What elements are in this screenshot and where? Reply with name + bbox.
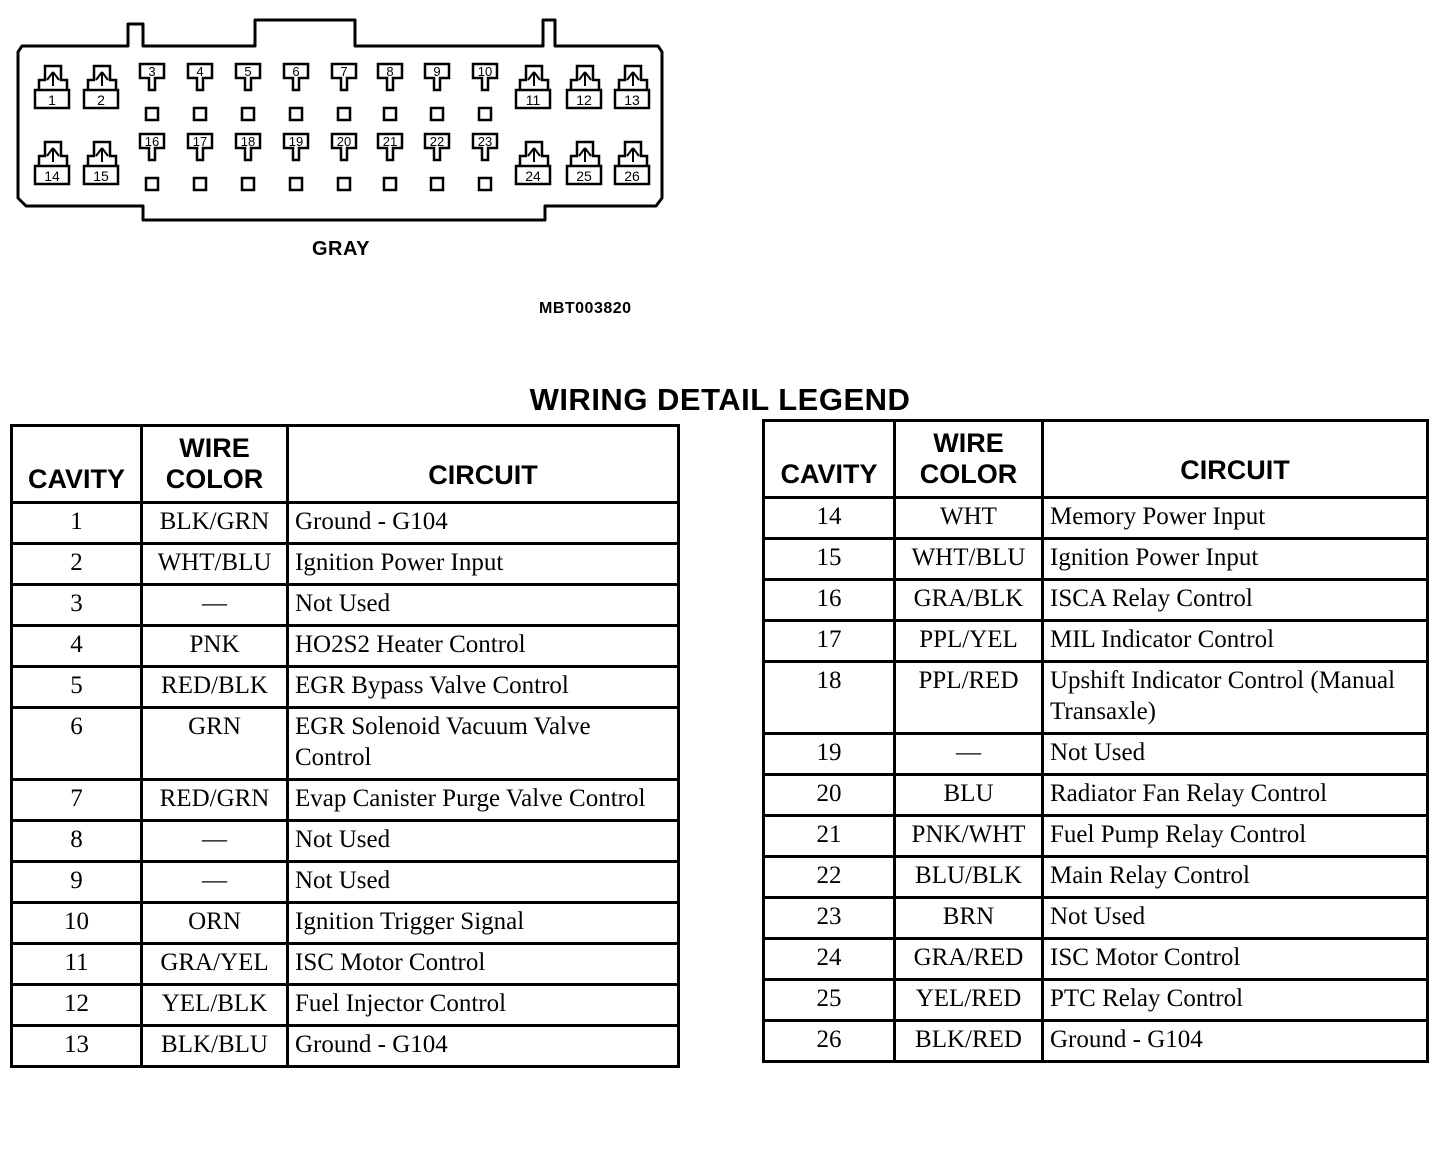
cavity-cell: 12 (12, 985, 142, 1026)
wire-color-cell: GRA/RED (895, 939, 1043, 980)
wire-color-cell: RED/GRN (142, 780, 288, 821)
cavity-terminal (35, 142, 69, 184)
cavity-row-top (35, 64, 649, 120)
cavity-number: 11 (525, 92, 541, 108)
cavity-number: 18 (240, 134, 256, 149)
circuit-cell: Upshift Indicator Control (Manual Transaxle) (1043, 662, 1428, 734)
cavity-terminal (84, 142, 118, 184)
wire-color-cell: PNK (142, 626, 288, 667)
cavity-number: 2 (97, 92, 105, 108)
cavity-number: 12 (576, 92, 592, 108)
cavity-number: 23 (477, 134, 493, 149)
cavity-cell: 5 (12, 667, 142, 708)
terminal-pin-square (146, 178, 158, 190)
cavity-terminal (284, 134, 308, 190)
cavity-number: 7 (340, 64, 348, 79)
circuit-cell: Not Used (288, 821, 679, 862)
terminal-pin-square (194, 108, 206, 120)
table-row (12, 1026, 679, 1067)
cavity-cell: 26 (764, 1021, 895, 1062)
cavity-terminal (473, 134, 497, 190)
table-row (764, 980, 1428, 1021)
circuit-cell: Fuel Pump Relay Control (1043, 816, 1428, 857)
terminal-pin-square (338, 108, 350, 120)
table-row (12, 944, 679, 985)
circuit-cell: ISC Motor Control (288, 944, 679, 985)
cavity-cell: 20 (764, 775, 895, 816)
cavity-terminal (332, 64, 356, 120)
wire-color-cell: GRA/BLK (895, 580, 1043, 621)
cavity-terminal (84, 66, 118, 108)
cavity-terminal (615, 142, 649, 184)
cavity-number: 15 (93, 168, 109, 184)
cavity-terminal (567, 142, 601, 184)
wire-color-cell: — (895, 734, 1043, 775)
terminal-pin-square (384, 178, 396, 190)
circuit-cell: Ground - G104 (1043, 1021, 1428, 1062)
wire-color-cell: PNK/WHT (895, 816, 1043, 857)
circuit-cell: MIL Indicator Control (1043, 621, 1428, 662)
cavity-number: 5 (244, 64, 252, 79)
cavity-cell: 16 (764, 580, 895, 621)
circuit-cell: Evap Canister Purge Valve Control (288, 780, 679, 821)
cavity-number: 3 (148, 64, 156, 79)
wire-color-cell: YEL/BLK (142, 985, 288, 1026)
table-row (764, 939, 1428, 980)
table-row (12, 503, 679, 544)
circuit-cell: Not Used (1043, 898, 1428, 939)
wire-color-cell: GRN (142, 708, 288, 780)
circuit-cell: EGR Bypass Valve Control (288, 667, 679, 708)
cavity-terminal (284, 64, 308, 120)
cavity-terminal (188, 134, 212, 190)
cavity-cell: 2 (12, 544, 142, 585)
terminal-pin-square (194, 178, 206, 190)
cavity-number: 25 (576, 168, 592, 184)
cavity-cell: 15 (764, 539, 895, 580)
circuit-cell: Ignition Trigger Signal (288, 903, 679, 944)
terminal-pin-square (242, 108, 254, 120)
cavity-cell: 10 (12, 903, 142, 944)
cavity-terminal (516, 142, 550, 184)
cavity-cell: 14 (764, 498, 895, 539)
terminal-pin-square (290, 108, 302, 120)
cavity-number: 8 (386, 64, 394, 79)
cavity-cell: 4 (12, 626, 142, 667)
cavity-number: 14 (44, 168, 60, 184)
connector-color-label: GRAY (312, 238, 370, 260)
table-row (764, 621, 1428, 662)
legend-table-left (10, 424, 680, 1068)
circuit-cell: Not Used (288, 862, 679, 903)
cavity-number: 26 (624, 168, 640, 184)
cavity-terminal (378, 134, 402, 190)
legend-body-left (12, 503, 679, 1067)
cavity-header: CAVITY (12, 426, 142, 503)
cavity-number: 13 (624, 92, 640, 108)
cavity-cell: 13 (12, 1026, 142, 1067)
wire-color-cell: WHT/BLU (895, 539, 1043, 580)
cavity-cell: 7 (12, 780, 142, 821)
wire-color-cell: PPL/RED (895, 662, 1043, 734)
cavity-cell: 19 (764, 734, 895, 775)
cavity-cell: 23 (764, 898, 895, 939)
cavity-cell: 24 (764, 939, 895, 980)
circuit-header: CIRCUIT (288, 426, 679, 503)
table-row (12, 544, 679, 585)
cavity-cell: 6 (12, 708, 142, 780)
cavity-cell: 3 (12, 585, 142, 626)
wire-color-header-line1: WIRE (179, 433, 250, 463)
table-row (764, 539, 1428, 580)
cavity-number: 1 (48, 92, 56, 108)
wire-color-header-line1: WIRE (933, 428, 1004, 458)
wire-color-cell: BLK/GRN (142, 503, 288, 544)
terminal-arrow (528, 148, 540, 162)
circuit-cell: PTC Relay Control (1043, 980, 1428, 1021)
table-row (12, 585, 679, 626)
wire-color-cell: RED/BLK (142, 667, 288, 708)
circuit-cell: Ignition Power Input (288, 544, 679, 585)
cavity-cell: 18 (764, 662, 895, 734)
table-row (764, 734, 1428, 775)
wire-color-header-line2: COLOR (165, 464, 264, 494)
cavity-number: 21 (382, 134, 398, 149)
legend-body-right (764, 498, 1428, 1062)
cavity-cell: 25 (764, 980, 895, 1021)
cavity-row-bottom (35, 134, 649, 190)
terminal-pin-square (146, 108, 158, 120)
terminal-pin-square (431, 108, 443, 120)
cavity-cell: 8 (12, 821, 142, 862)
legend-table-right (762, 419, 1429, 1063)
circuit-cell: Fuel Injector Control (288, 985, 679, 1026)
wire-color-header-line2: COLOR (919, 459, 1018, 489)
wire-color-cell: YEL/RED (895, 980, 1043, 1021)
terminal-pin-square (479, 178, 491, 190)
circuit-cell: ISCA Relay Control (1043, 580, 1428, 621)
circuit-header: CIRCUIT (1043, 421, 1428, 498)
cavity-number: 6 (292, 64, 300, 79)
table-row (12, 862, 679, 903)
table-row (764, 857, 1428, 898)
cavity-cell: 17 (764, 621, 895, 662)
figure-id-label: MBT003820 (539, 300, 632, 317)
wire-color-cell: BLK/BLU (142, 1026, 288, 1067)
circuit-cell: Main Relay Control (1043, 857, 1428, 898)
terminal-pin-square (384, 108, 396, 120)
cavity-number: 24 (525, 168, 541, 184)
wire-color-cell: — (142, 862, 288, 903)
terminal-arrow (627, 148, 639, 162)
cavity-terminal (140, 134, 164, 190)
table-row (12, 985, 679, 1026)
wire-color-cell: WHT (895, 498, 1043, 539)
cavity-cell: 11 (12, 944, 142, 985)
terminal-pin-square (338, 178, 350, 190)
cavity-cell: 21 (764, 816, 895, 857)
circuit-cell: Not Used (288, 585, 679, 626)
circuit-cell: Radiator Fan Relay Control (1043, 775, 1428, 816)
table-row (12, 903, 679, 944)
wire-color-cell: WHT/BLU (142, 544, 288, 585)
cavity-terminal (35, 66, 69, 108)
wire-color-cell: — (142, 585, 288, 626)
cavity-number: 4 (196, 64, 204, 79)
cavity-number: 22 (429, 134, 445, 149)
terminal-arrow (627, 72, 639, 86)
circuit-cell: ISC Motor Control (1043, 939, 1428, 980)
cavity-terminal (332, 134, 356, 190)
table-row (12, 821, 679, 862)
wire-color-cell: ORN (142, 903, 288, 944)
wire-color-cell: — (142, 821, 288, 862)
cavity-terminal (236, 134, 260, 190)
table-row (764, 816, 1428, 857)
terminal-pin-square (290, 178, 302, 190)
cavity-number: 16 (144, 134, 160, 149)
circuit-cell: HO2S2 Heater Control (288, 626, 679, 667)
cavity-cell: 9 (12, 862, 142, 903)
connector-diagram (0, 0, 700, 240)
table-row (764, 1021, 1428, 1062)
table-row (764, 580, 1428, 621)
table-row (12, 667, 679, 708)
cavity-number: 17 (192, 134, 208, 149)
legend-header-row (12, 426, 679, 503)
wire-color-cell: BLU/BLK (895, 857, 1043, 898)
wire-color-cell: BRN (895, 898, 1043, 939)
wire-color-cell: GRA/YEL (142, 944, 288, 985)
cavity-terminal (425, 134, 449, 190)
wire-color-cell: BLK/RED (895, 1021, 1043, 1062)
circuit-cell: Ignition Power Input (1043, 539, 1428, 580)
wire-color-cell: PPL/YEL (895, 621, 1043, 662)
cavity-terminal (140, 64, 164, 120)
cavity-cell: 22 (764, 857, 895, 898)
terminal-pin-square (479, 108, 491, 120)
table-row (12, 780, 679, 821)
terminal-pin-square (431, 178, 443, 190)
cavity-cell: 1 (12, 503, 142, 544)
circuit-cell: Memory Power Input (1043, 498, 1428, 539)
table-row (12, 708, 679, 780)
cavity-terminal (473, 64, 497, 120)
cavity-terminal (378, 64, 402, 120)
wire-color-header (895, 421, 1043, 498)
cavity-terminal (615, 66, 649, 108)
cavity-terminal (236, 64, 260, 120)
cavity-number: 19 (288, 134, 304, 149)
cavity-number: 20 (336, 134, 352, 149)
cavity-terminal (425, 64, 449, 120)
terminal-arrow (579, 72, 591, 86)
cavity-terminal (567, 66, 601, 108)
cavity-number: 10 (477, 64, 493, 79)
cavity-terminal (188, 64, 212, 120)
terminal-pin-square (242, 178, 254, 190)
cavity-terminal (516, 66, 550, 108)
terminal-arrow (579, 148, 591, 162)
terminal-arrow (47, 148, 59, 162)
table-row (12, 626, 679, 667)
legend-header-row (764, 421, 1428, 498)
table-row (764, 898, 1428, 939)
circuit-cell: Not Used (1043, 734, 1428, 775)
wire-color-header (142, 426, 288, 503)
terminal-arrow (47, 72, 59, 86)
circuit-cell: EGR Solenoid Vacuum Valve Control (288, 708, 679, 780)
table-row (764, 775, 1428, 816)
table-row (764, 662, 1428, 734)
circuit-cell: Ground - G104 (288, 1026, 679, 1067)
table-row (764, 498, 1428, 539)
cavity-number: 9 (433, 64, 441, 79)
wire-color-cell: BLU (895, 775, 1043, 816)
circuit-cell: Ground - G104 (288, 503, 679, 544)
cavity-header: CAVITY (764, 421, 895, 498)
legend-title: WIRING DETAIL LEGEND (529, 382, 911, 417)
terminal-arrow (96, 148, 108, 162)
terminal-arrow (96, 72, 108, 86)
terminal-arrow (528, 72, 540, 86)
